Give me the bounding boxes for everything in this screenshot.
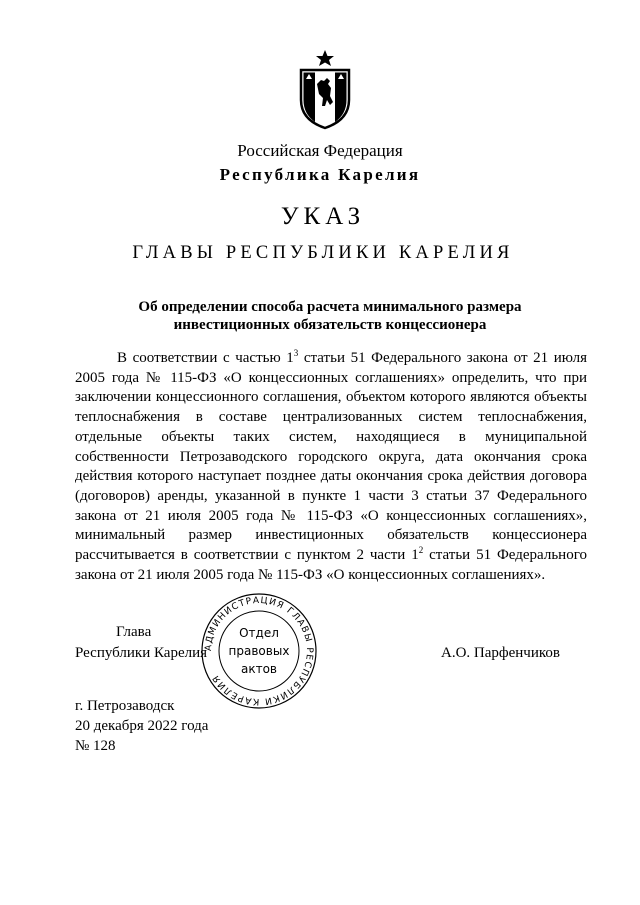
signatory-title-line-1: Глава bbox=[116, 624, 152, 640]
stamp-line-2: правовых bbox=[228, 644, 290, 658]
decree-number: № 128 bbox=[75, 738, 116, 754]
body-text-part-1: В соответствии с частью 1 bbox=[117, 350, 294, 366]
issuer-heading: ГЛАВЫ РЕСПУБЛИКИ КАРЕЛИЯ bbox=[132, 243, 514, 263]
body-text-part-3: статьи 51 Федерального закона от 21 июля 2005 года № 115-ФЗ «О концессионных соглашениях». bbox=[75, 547, 587, 583]
issue-city: г. Петрозаводск bbox=[75, 698, 175, 714]
signatory-title-line-2: Республики Карелия bbox=[75, 645, 208, 661]
decree-title-line-2: инвестиционных обязательств концессионера bbox=[173, 317, 487, 333]
stamp-line-3: актов bbox=[240, 662, 278, 676]
federation-heading: Российская Федерация bbox=[237, 141, 403, 160]
body-superscript-2: 2 bbox=[418, 545, 424, 556]
signatory-name: А.О. Парфенчиков bbox=[441, 645, 560, 661]
body-superscript-1: 3 bbox=[293, 348, 299, 358]
body-text-part-2: статьи 51 Федерального закона от 21 июля 2005 года № 115-ФЗ «О концессионных соглашениях» определить, что при заключении концессионного соглашения, объектом которого являются объекты теплоснабжения в составе централизованных систем теплоснабжения, отдельные объекты таких систем, находящиеся в муниципальной собственности Петрозаводского городского округа, дата окончания срока действия которого наступает позднее даты окончания срока действия договора (договоров) аренды, указанной в пункте 1 части 3 статьи 37 Федерального закона от 21 июля 2005 года № 115-ФЗ «О концессионных соглашениях», минимальный размер инвестиционных обязательств концессионера рассчитывается в соответствии с пунктом 2 части 1 bbox=[75, 350, 587, 564]
decree-title-line-1: Об определении способа расчета минимального размера bbox=[138, 299, 522, 315]
republic-heading: Республика Карелия bbox=[219, 165, 421, 184]
issue-date: 20 декабря 2022 года bbox=[75, 718, 209, 734]
decree-body-paragraph bbox=[75, 349, 587, 585]
document-type-heading: УКАЗ bbox=[280, 203, 366, 230]
stamp-line-1: Отдел bbox=[239, 626, 279, 640]
official-stamp bbox=[199, 591, 319, 711]
karelia-coat-of-arms-icon bbox=[297, 48, 353, 130]
stamp-ring-text: АДМИНИСТРАЦИЯ ГЛАВЫ РЕСПУБЛИКИ КАРЕЛИЯ bbox=[203, 595, 315, 707]
decree-title bbox=[80, 298, 580, 334]
